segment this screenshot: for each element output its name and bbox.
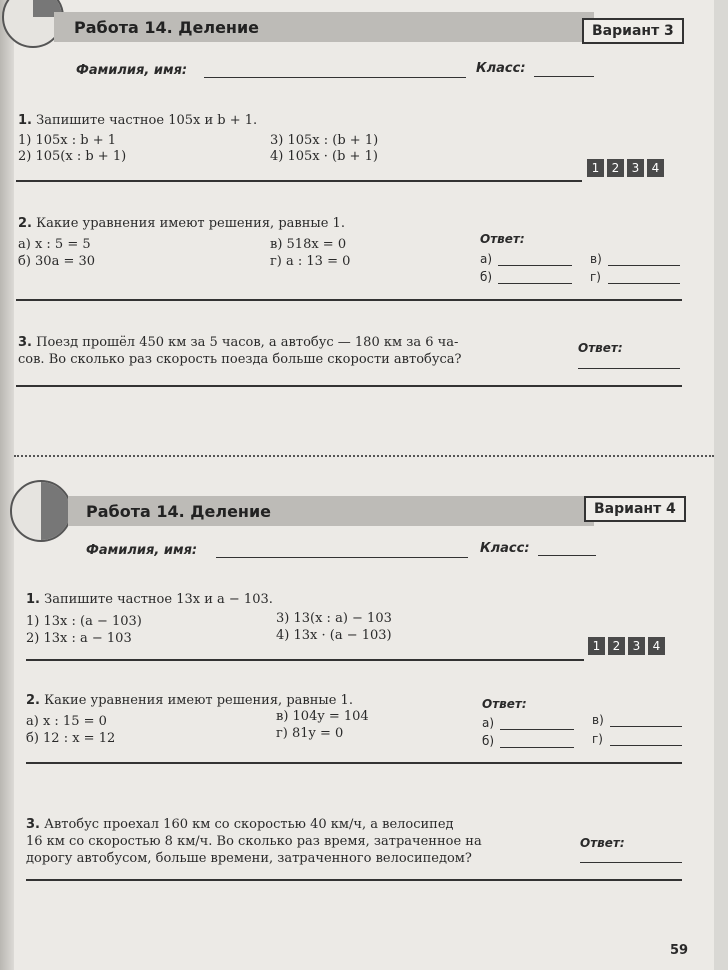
answer-box[interactable]: 3 [627,159,644,177]
equation-a: а) x : 5 = 5 [18,237,91,252]
work-title: Работа 14. Деление [86,502,272,521]
question-3: 3. Автобус проехал 160 км со скоростью 40 км/ч, а велосипед [26,817,454,832]
answer-g-field[interactable] [608,282,680,284]
question-2: 2. Какие уравнения имеют решения, равные 1. [18,216,345,231]
work-title: Работа 14. Деление [74,18,260,37]
answer-b-field[interactable] [498,282,572,284]
answer-b-label: б) [480,270,493,284]
answer-field[interactable] [580,861,682,863]
class-label: Класс: [476,61,526,76]
variant-badge: Вариант 3 [582,18,684,44]
answer-b-label: б) [482,734,495,748]
worksheet-page [14,0,714,970]
class-label: Класс: [480,541,530,556]
name-label: Фамилия, имя: [86,543,198,558]
question-1: 1. Запишите частное 13x и a − 103. [26,592,273,607]
answer-label: Ответ: [580,836,625,850]
option-1: 1) 13x : (a − 103) [26,614,142,629]
answer-label: Ответ: [578,341,623,355]
clock-icon [10,480,72,542]
answer-g-label: г) [592,732,603,746]
answer-label: Ответ: [480,232,525,246]
answer-a-label: а) [482,716,495,730]
answer-a-field[interactable] [500,728,574,730]
divider [16,299,682,301]
answer-g-label: г) [590,270,601,284]
answer-box[interactable]: 1 [588,637,605,655]
answer-v-label: в) [590,252,602,266]
question-3-line: 16 км со скоростью 8 км/ч. Во сколько раз время, затраченное на [26,834,482,849]
question-1: 1. Запишите частное 105x и b + 1. [18,113,258,128]
answer-box[interactable]: 4 [647,159,664,177]
answer-label: Ответ: [482,697,527,711]
equation-v: в) 518x = 0 [270,237,347,252]
page-shadow [0,0,14,970]
equation-g: г) 81y = 0 [276,726,344,741]
answer-v-field[interactable] [610,725,682,727]
class-field[interactable] [534,75,594,77]
answer-box[interactable]: 1 [587,159,604,177]
answer-boxes [587,159,664,177]
answer-v-field[interactable] [608,264,680,266]
divider [16,385,682,387]
divider [26,659,584,661]
cut-line [14,455,714,457]
option-3: 3) 13(x : a) − 103 [276,611,392,626]
answer-b-field[interactable] [500,746,574,748]
equation-b: б) 30a = 30 [18,254,96,269]
answer-box[interactable]: 4 [648,637,665,655]
answer-field[interactable] [578,367,680,369]
question-3-line: дорогу автобусом, больше времени, затраченного велосипедом? [26,851,472,866]
option-4: 4) 105x · (b + 1) [270,149,378,164]
option-3: 3) 105x : (b + 1) [270,133,379,148]
page-number: 59 [670,943,689,958]
option-1: 1) 105x : b + 1 [18,133,117,148]
equation-g: г) a : 13 = 0 [270,254,351,269]
answer-box[interactable]: 3 [628,637,645,655]
divider [16,180,582,182]
answer-g-field[interactable] [610,744,682,746]
name-field[interactable] [216,556,468,558]
option-4: 4) 13x · (a − 103) [276,628,392,643]
name-field[interactable] [204,76,466,78]
name-label: Фамилия, имя: [76,63,188,78]
answer-box[interactable]: 2 [607,159,624,177]
answer-box[interactable]: 2 [608,637,625,655]
answer-a-label: а) [480,252,493,266]
class-field[interactable] [538,554,596,556]
variant-badge: Вариант 4 [584,496,686,522]
equation-v: в) 104y = 104 [276,709,369,724]
question-2: 2. Какие уравнения имеют решения, равные 1. [26,693,353,708]
question-3: 3. Поезд прошёл 450 км за 5 часов, а автобус — 180 км за 6 ча- [18,335,459,350]
question-3-line: сов. Во сколько раз скорость поезда больше скорости автобуса? [18,352,462,367]
equation-a: а) x : 15 = 0 [26,714,107,729]
option-2: 2) 105(x : b + 1) [18,149,127,164]
divider [26,762,682,764]
answer-boxes [588,637,665,655]
divider [26,879,682,881]
equation-b: б) 12 : x = 12 [26,731,116,746]
option-2: 2) 13x : a − 103 [26,631,132,646]
answer-v-label: в) [592,713,604,727]
answer-a-field[interactable] [498,264,572,266]
